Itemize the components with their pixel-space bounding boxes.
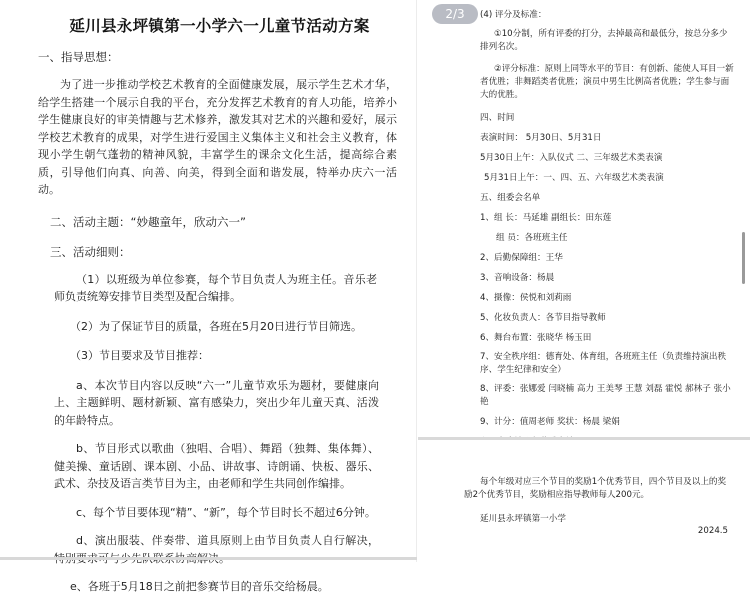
text-may30-schedule: 5月30日上午：入队仪式 二、三年级艺术类表演 — [480, 153, 663, 163]
text-audio: 3、音响设备：杨晨 — [480, 273, 555, 283]
text-judges: 8、评委：张娜爱 闫晓楠 高力 王美琴 王慧 刘磊 霍悦 郝林子 张小艳 — [480, 384, 731, 407]
text-award-rule: 每个年级对应三个节目的奖励1个优秀节目，四个节目及以上的奖励2个优秀节目，奖励相应指导教师每人200元。 — [464, 477, 727, 500]
document-title: 延川县永坪镇第一小学六一儿童节活动方案 — [69, 16, 370, 35]
text-scoring-heading: (4) 评分及标准： — [480, 10, 547, 20]
text-may31-schedule: 5月31日上午：一、四、五、六年级艺术类表演 — [484, 173, 664, 183]
page-indicator-badge: 2/3 — [432, 4, 478, 24]
text-committee-members: 组 员：各班班主任 — [496, 233, 568, 243]
paragraph-guiding-thought: 为了进一步推动学校艺术教育的全面健康发展，展示学生艺术才华，给学生搭建一个展示自我的平台，充分发挥艺术教育的育人功能，培养小学生健康良好的审美情趣与艺术修养，激发其对艺术的兴趣和爱好，展示学校艺术教育的成果，对学生进行爱国主义集体主义和社会主义教育，体现小学生朝气蓬勃的精神风貌，丰富学生的课余文化生活，提高综合素质，引导他们向真、向善、向美，得到全面和谐发展，特举办庆六一活动。 — [38, 78, 397, 196]
section-heading-guiding-thought: 一、指导思想： — [38, 50, 119, 64]
text-date: 2024.5 — [697, 526, 728, 536]
text-makeup: 5、化妆负责人：各节目指导教师 — [480, 313, 606, 323]
text-time-heading: 四、时间 — [480, 113, 515, 123]
section-heading-theme: 二、活动主题：“妙趣童年，欣动六一” — [50, 214, 246, 229]
paragraph-item-c: c、每个节目要体现“精”、“新”，每个节目时长不超过6分钟。 — [76, 505, 376, 519]
text-scoring-rule-2: ②评分标准：原则上同等水平的节目：有创新、能使人耳目一新者优胜；非舞蹈类者优胜；演员中男生比例高者优胜；学生参与面大的优胜。 — [480, 64, 734, 100]
text-logistics: 2、后勤保障组：王华 — [480, 253, 563, 263]
section-heading-rules: 三、活动细则： — [50, 244, 131, 259]
text-school-signature: 延川县永坪镇第一小学 — [480, 514, 566, 524]
paragraph-item-e: e、各班于5月18日之前把参赛节目的音乐交给杨晨。 — [70, 580, 329, 593]
paragraph-rule-2: （2）为了保证节目的质量，各班在5月20日进行节目筛选。 — [70, 319, 362, 333]
text-video: 4、摄像：侯悦和刘莉雨 — [480, 293, 572, 303]
text-committee-heading: 五、组委会名单 — [480, 193, 541, 203]
text-performance-time: 表演时间： 5月30日、5月31日 — [480, 133, 602, 143]
document-page-right-top — [418, 0, 750, 438]
scrollbar-thumb[interactable] — [742, 232, 745, 284]
text-scoring-rule-1: ①10分制，所有评委的打分，去掉最高和最低分，按总分多少排列名次。 — [480, 29, 728, 52]
paragraph-rule-3: （3）节目要求及节目推荐： — [70, 349, 209, 362]
paragraph-item-a: a、本次节目内容以反映“六一”儿童节欢乐为题材，要健康向上、主题鲜明、题材新颖、富有感染力，突出少年儿童天真、活泼的年龄特点。 — [54, 378, 379, 427]
paragraph-rule-1: （1）以班级为单位参赛，每个节目负责人为班主任。音乐老师负责统筹安排节目类型及配合编排。 — [54, 272, 377, 303]
paragraph-item-d: d、演出服装、伴奏带、道具原则上由节目负责人自行解决， — [76, 534, 379, 547]
text-committee-leader: 1、组 长：马延雄 副组长：田东莲 — [480, 213, 612, 223]
page-bottom-edge — [0, 557, 417, 560]
text-safety: 7、安全秩序组：德育处、体育组，各班班主任（负责维持演出秩序、学生纪律和安全） — [480, 352, 727, 375]
paragraph-item-b: b、节目形式以歌曲（独唱、合唱）、舞蹈（独舞、集体舞）、健美操、童话剧、课本剧、小品、讲故事、诗朗诵、快板、器乐、武术、杂技及语言类节目为主，由老师和学生共同创作编排。 — [54, 442, 379, 490]
document-page-right-bottom — [418, 440, 750, 562]
text-stage: 6、舞台布置：张晓华 杨玉田 — [480, 333, 592, 343]
text-scoring-staff: 9、计分：值周老师 奖状：杨晨 梁娟 — [480, 417, 620, 427]
